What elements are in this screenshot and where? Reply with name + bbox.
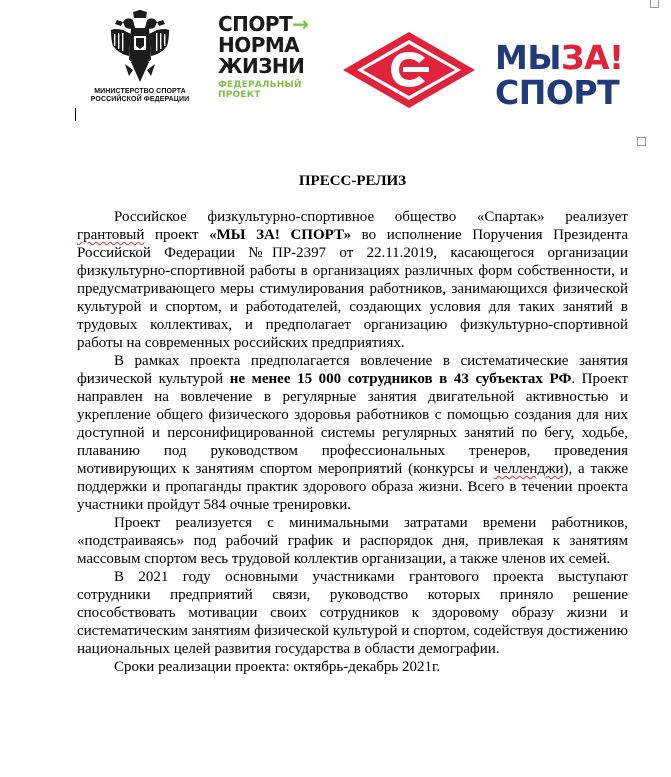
paragraph-1-part-a: Российское физкультурно-спортивное общество «Спартак» реализует [114,209,628,225]
paragraph-2-part-c: . Проект направлен на вовлечение в регулярные занятия двигательной активностью и укрепление общего физического здоровья работников с помощью создания для них доступной и персонифицированной системы регулярных занятий по бегу, ходьбе, плаванию под руководством профессиональных тренеров, проведения мотивирующих к занятиям спортом мероприятий (конкурсы и [77,371,628,477]
ministry-of-sport-logo [85,10,195,115]
sport-norma-word-sport: СПОРТ [218,12,293,36]
sport-norma-line3: ЖИЗНИ [218,54,305,78]
double-headed-eagle-icon [109,10,171,86]
paragraph-anchor-marker [637,137,646,146]
paragraph-2-part-a: В рамках проекта предполагается вовлечение в систематические занятия физической культурой [77,353,628,387]
my-za-word-za: ЗА! [561,38,624,77]
paragraph-1-part-c: проект [144,227,210,243]
spartak-emblem-icon [343,32,475,108]
sport-norma-line2: НОРМА [218,33,300,57]
paragraph-1 [77,208,628,352]
federal-project-line1: ФЕДЕРАЛЬНЫЙ [218,80,302,90]
spellcheck-word-challenges: челленджи [493,461,564,477]
press-release-body [77,172,628,676]
ministry-name-line1: МИНИСТЕРСТВО СПОРТА [94,88,186,95]
paragraph-2 [77,352,628,514]
sport-norma-line1 [218,14,328,35]
project-name-bold: «МЫ ЗА! СПОРТ» [209,227,352,243]
participants-target-bold: не менее 15 000 сотрудников в 43 субъектах РФ [229,371,572,387]
ministry-name [85,88,195,104]
my-za-word-sport: СПОРТ [495,73,620,112]
my-za-word-my: МЫ [495,38,562,77]
paragraph-1-part-e: во исполнение Поручения Президента Российской Федерации №ПР-2397 от 22.11.2019, касающегося организации физкультурно-спортивной работы в организациях различных форм собственности, и предусматривающего меры стимулирования работников, занимающихся физической культурой и спортом, и работодателей, создающих условия для таких занятий в трудовых коллективах, и предполагает организацию физкультурно-спортивной работы на современных российских предприятиях. [77,227,628,351]
paragraph-2-part-e: ), а также поддержки и пропаганды практик здорового образа жизни. Всего в течении проекта участники пройдут 584 очные тренировки. [77,461,628,513]
paragraph-3: Проект реализуется с минимальными затратами времени работников, «подстраиваясь» под рабочий график и распорядок дня, привлекая к занятиям массовым спортом весь трудовой коллектив организации, а также членов их семей. [77,515,628,567]
sport-norma-zhizni-logo [218,14,328,104]
federal-project-line2: ПРОЕКТ [218,90,261,100]
ministry-name-line2: РОССИЙСКОЙ ФЕДЕРАЦИИ [90,96,190,103]
green-arrow-icon: → [292,12,309,36]
spartak-logo [343,32,475,108]
paragraph-4: В 2021 году основными участниками грантового проекта выступают сотрудники предприятий связи, руководство которых приняло решение способствовать мотивации своих сотрудников к здоровому образу жизни и систематическим занятиям физической культурой и спортом, содействуя достижению национальных целей развития государства в области демографии. [77,569,628,657]
text-cursor [75,108,76,121]
paragraph-5: Сроки реализации проекта: октябрь-декабрь 2021г. [114,659,441,675]
federal-project-label [218,80,328,100]
spellcheck-word-grantovy: грантовый [77,227,145,243]
document-title: ПРЕСС-РЕЛИЗ [298,173,407,189]
page-corner-marker [650,0,659,8]
my-za-sport-logo [495,40,625,120]
my-za-line [495,40,625,75]
